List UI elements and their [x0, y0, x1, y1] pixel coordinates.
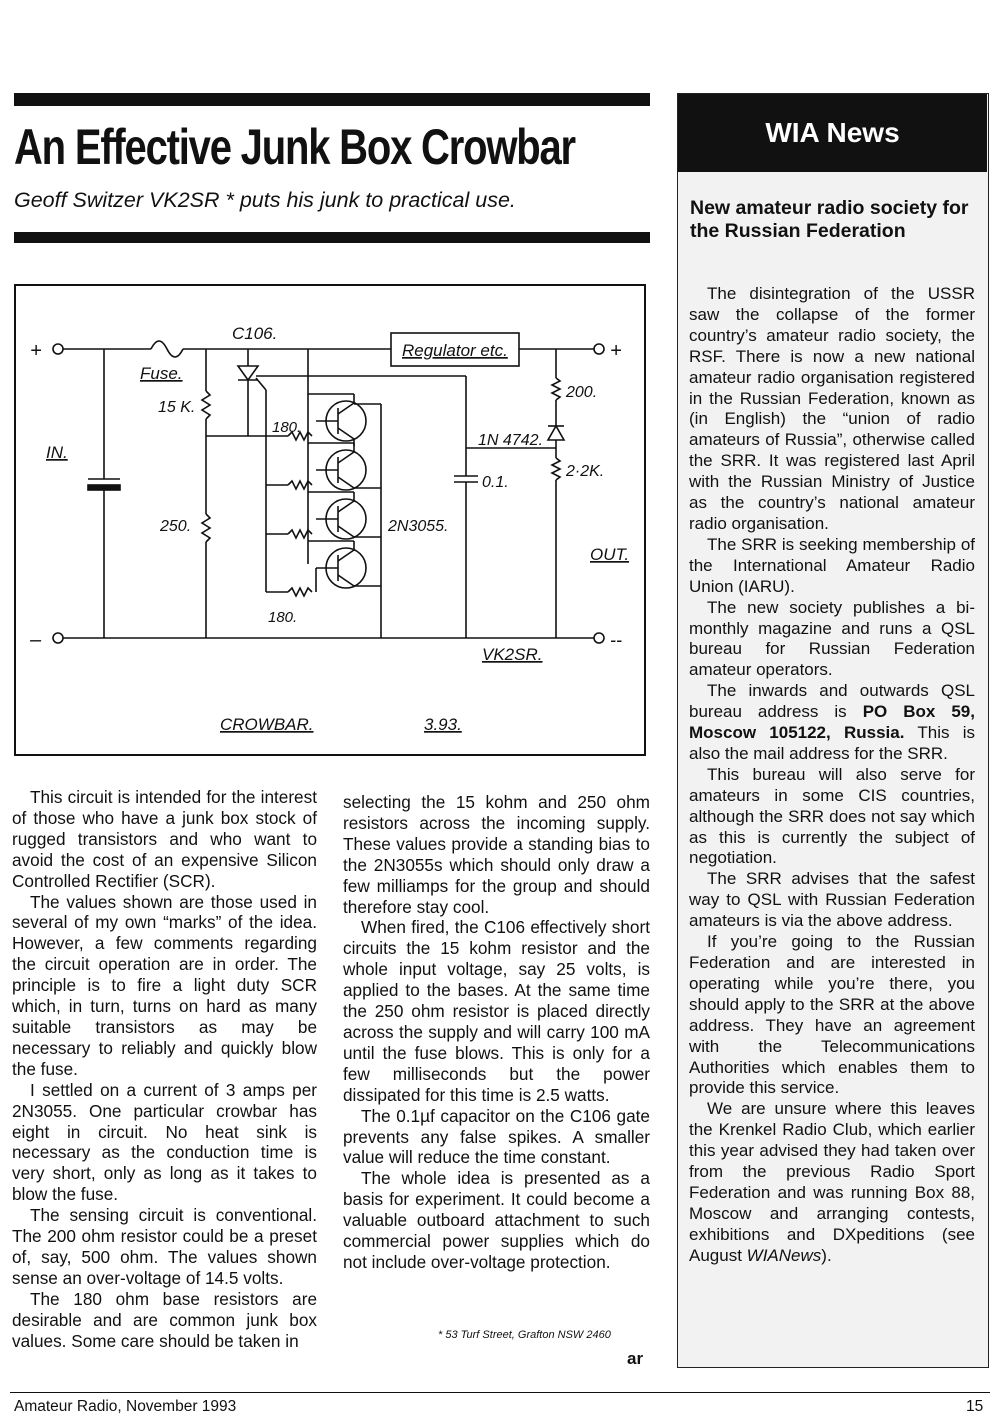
- article-title: An Effective Junk Box Crowbar: [14, 119, 575, 175]
- fuse-label: Fuse.: [140, 364, 183, 383]
- cap-label: 0.1.: [482, 474, 509, 491]
- sidebar-paragraph: This bureau will also serve for amateurs in some CIS countries, although the SRR does not say which as this is currently the subject of negotiation.: [689, 764, 975, 868]
- zener-label: 1N 4742.: [478, 432, 543, 449]
- wianews-reference: WIANews: [746, 1245, 822, 1265]
- minus-in-label: –: [30, 629, 42, 651]
- in-label: IN.: [46, 443, 68, 462]
- article-paragraph-continued: selecting the 15 kohm and 250 ohm resistors across the incoming supply. These values provide a standing bias to the 2N3055s which should only draw a few milliamps for the group and should therefore stay cool.: [343, 792, 650, 917]
- r22k-label: 2·2K.: [566, 463, 605, 480]
- r180-top-label: 180.: [272, 419, 302, 436]
- publication-footer: Amateur Radio, November 1993: [14, 1398, 237, 1415]
- article-paragraph: When fired, the C106 effectively short circuits the 15 kohm resistor and the whole input voltage, say 25 volts, is applied to the bases. At the same time the 250 ohm resistor is placed directly across the supply and will carry 100 mA until the fuse blows. This is only for a few milliseconds but the power dissipated for this time is 2.5 watts.: [343, 917, 650, 1105]
- article-paragraph: The values shown are those used in several of my own “marks” of the idea. However, a few comments regarding the circuit operation are in order. The principle is to fire a light duty SCR which, in turn, turns on hard as many suitable transistors as may be necessary to reliably and quickly blow the fuse.: [12, 891, 317, 1079]
- wia-news-sidebar: [677, 93, 989, 1368]
- sidebar-paragraph: The SRR is seeking membership of the International Amateur Radio Union (IARU).: [689, 534, 975, 596]
- bureau-address: PO Box 59, Moscow 105122, Russia.: [689, 702, 975, 743]
- sidebar-headline: New amateur radio society for the Russian Federation: [690, 197, 969, 242]
- r15k-label: 15 K.: [158, 399, 196, 416]
- author-address-footnote: * 53 Turf Street, Grafton NSW 2460: [438, 1329, 611, 1341]
- address-outro: This is also the mail address for the SRR.: [689, 723, 975, 763]
- page-number: 15: [966, 1398, 984, 1415]
- article-paragraph: The sensing circuit is conventional. The 200 ohm resistor could be a preset of, say, 500 ohm. The values shown sense an over-voltage of 14.5 volts.: [12, 1205, 317, 1288]
- article-paragraph: I settled on a current of 3 amps per 2N3055. One particular crowbar has eight in circuit. No heat sink is necessary as the conduction time is very short, only as long as it takes to blow the fuse.: [12, 1079, 317, 1205]
- article-paragraph: The 0.1µf capacitor on the C106 gate prevents any false spikes. A smaller value will reduce the time constant.: [343, 1105, 650, 1168]
- out-label: OUT.: [590, 545, 630, 564]
- krenkel-text: We are unsure where this leaves the Krenkel Radio Club, which earlier this year advised they had taken over from the previous Radio Sport Federation and was running Box 88, Moscow and arranging contests, exhibitions and DXpeditions (see August: [689, 1099, 975, 1265]
- krenkel-close: ).: [821, 1245, 832, 1265]
- address-intro: The inwards and outwards QSL bureau address is: [689, 681, 975, 722]
- article-paragraph: The whole idea is presented as a basis for experiment. It could become a valuable outboard attachment to such commercial power supplies which do not include over-voltage protection.: [343, 1168, 650, 1272]
- minus-out-label: --: [610, 630, 622, 650]
- plus-out-label: +: [610, 340, 622, 362]
- sidebar-paragraph: The disintegration of the USSR saw the collapse of the former country’s amateur radio society, the RSF. There is now a new national amateur radio organisation registered in the Russian Federation, known as (in English) the “union of radio amateurs of Russia”, otherwise called the SRR. It was registered last April with the Russian Ministry of Justice as the country’s national amateur radio organisation.: [689, 284, 975, 533]
- article-paragraph: This circuit is intended for the interest of those who have a junk box stock of rugged transistors and who want to avoid the cost of an expensive Silicon Controlled Rectifier (SCR).: [12, 787, 317, 891]
- r180-bottom-label: 180.: [268, 609, 298, 626]
- transistor-label: 2N3055.: [388, 518, 449, 535]
- subtitle-rule: [14, 232, 650, 243]
- sidebar-paragraph: [689, 681, 975, 765]
- date-label: 3.93.: [424, 715, 462, 734]
- plus-in-label: +: [30, 340, 42, 362]
- c106-label: C106.: [232, 324, 278, 343]
- article-paragraph: The 180 ohm base resistors are desirable and are common junk box values. Some care should be taken in: [12, 1288, 317, 1351]
- article-column-2: [343, 792, 650, 1273]
- article-subtitle: Geoff Switzer VK2SR * puts his junk to practical use.: [14, 188, 516, 212]
- r250-label: 250.: [160, 518, 192, 535]
- circuit-diagram: [14, 284, 646, 756]
- callsign-label: VK2SR.: [482, 645, 543, 664]
- crowbar-label: CROWBAR.: [220, 715, 314, 734]
- crowbar-schematic: [16, 286, 644, 754]
- regulator-label: Regulator etc.: [402, 341, 508, 360]
- r200-label: 200.: [566, 384, 598, 401]
- end-mark: ar: [627, 1349, 644, 1368]
- sidebar-header: WIA News: [678, 94, 987, 172]
- sidebar-body: [689, 284, 975, 1267]
- sidebar-paragraph: The SRR advises that the safest way to QSL with Russian Federation amateurs is via the above address.: [689, 869, 975, 931]
- article-column-1: [12, 787, 317, 1351]
- top-rule: [14, 93, 650, 106]
- sidebar-paragraph: The new society publishes a bi-monthly magazine and runs a QSL bureau for Russian Federation amateur operators.: [689, 597, 975, 680]
- footer-rule: [10, 1392, 990, 1393]
- sidebar-paragraph: If you’re going to the Russian Federation and are interested in operating while you’re there, you should apply to the SRR at the above address. They have an agreement with the Telecommunications Authorities which enables them to provide this service.: [689, 932, 975, 1098]
- sidebar-paragraph: [689, 1099, 975, 1266]
